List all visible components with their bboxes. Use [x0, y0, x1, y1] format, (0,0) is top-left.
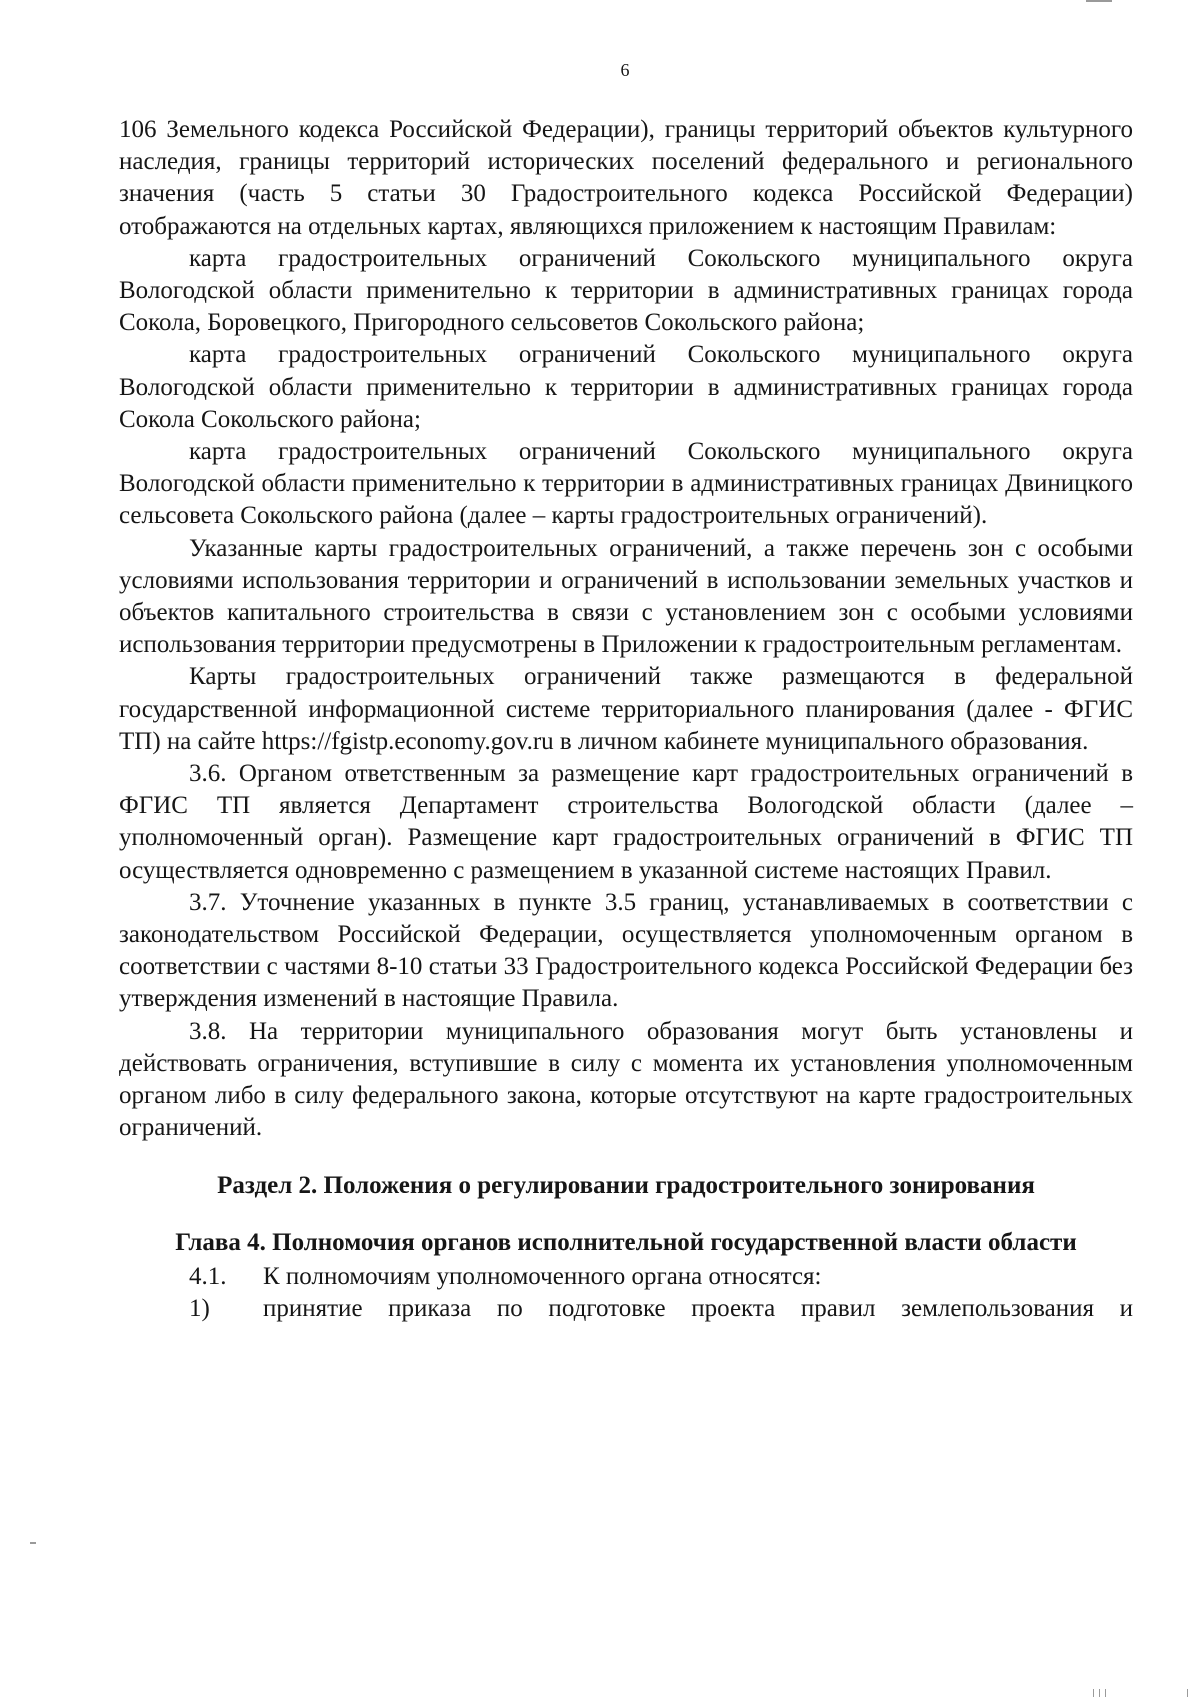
- clause-3-7: 3.7. Уточнение указанных в пункте 3.5 границ, устанавливаемых в соответствии с законодательством Российской Федерации, осуществляется уполномоченным органом в соответствии с частями 8-10 статьи 33 Градостроительного кодекса Российской Федерации без утверждения изменений в настоящие Правила.: [119, 888, 1133, 1013]
- paragraph-fgis: Карты градостроительных ограничений также размещаются в федеральной государственной информационной системе территориального планирования (далее - ФГИС ТП) на сайте https://fgistp.economy.gov.ru в личном кабинете муниципального образования.: [119, 663, 1133, 755]
- chapter-heading: Глава 4. Полномочия органов исполнительной государственной власти области: [175, 1228, 1077, 1256]
- list-item: [119, 1261, 1133, 1293]
- paragraph-map-3: карта градостроительных ограничений Сокольского муниципального округа Вологодской области применительно к территории в административных границах Двиницкого сельсовета Сокольского района (далее – карты градостроительных ограничений).: [119, 438, 1133, 530]
- clause-3-6: 3.6. Органом ответственным за размещение карт градостроительных ограничений в ФГИС ТП является Департамент строительства Вологодской области (далее – уполномоченный орган). Размещение карт градостроительных ограничений в ФГИС ТП осуществляется одновременно с размещением в указанной системе настоящих Правил.: [119, 760, 1133, 884]
- page-number: 6: [620, 60, 630, 80]
- list-item-number: 1): [189, 1295, 210, 1323]
- scan-artifact-bottom: [1099, 1689, 1100, 1697]
- paragraph-map-1: карта градостроительных ограничений Сокольского муниципального округа Вологодской области применительно к территории в административных границах города Сокола, Боровецкого, Пригородного сельсоветов Сокольского района;: [119, 244, 1133, 337]
- scan-artifact-bottom: [1187, 1689, 1188, 1697]
- scan-artifact-top: [1086, 0, 1112, 2]
- clause-3-8: 3.8. На территории муниципального образования могут быть установлены и действовать ограничения, вступившие в силу с момента их установления уполномоченным органом либо в силу федерального закона, которые отсутствуют на карте градостроительных ограничений.: [119, 1017, 1133, 1142]
- section-heading: Раздел 2. Положения о регулировании градостроительного зонирования: [217, 1171, 1035, 1199]
- scan-artifact-bottom: [1093, 1689, 1094, 1697]
- list-item: [119, 1293, 1133, 1325]
- paragraph-map-2: карта градостроительных ограничений Сокольского муниципального округа Вологодской области применительно к территории в административных границах города Сокола Сокольского района;: [119, 341, 1133, 433]
- scan-artifact-bottom: [1105, 1689, 1106, 1697]
- list-item-text: К полномочиям уполномоченного органа относятся:: [263, 1262, 822, 1290]
- scan-artifact-left: [30, 1542, 36, 1544]
- list-item-number: 4.1.: [189, 1262, 227, 1290]
- list-item-text: принятие приказа по подготовке проекта правил землепользования и: [263, 1295, 1133, 1323]
- paragraph-zones: Указанные карты градостроительных ограничений, а также перечень зон с особыми условиями использования территории и ограничений в использовании земельных участков и объектов капитального строительства в связи с установлением зон с особыми условиями использования территории предусмотрены в Приложении к градостроительным регламентам.: [119, 534, 1133, 659]
- document-body: [119, 114, 1133, 1325]
- paragraph-continuation: 106 Земельного кодекса Российской Федерации), границы территорий объектов культурного наследия, границы территорий исторических поселений федерального и регионального значения (часть 5 статьи 30 Градостроительного кодекса Российской Федерации) отображаются на отдельных картах, являющихся приложением к настоящим Правилам:: [119, 116, 1133, 240]
